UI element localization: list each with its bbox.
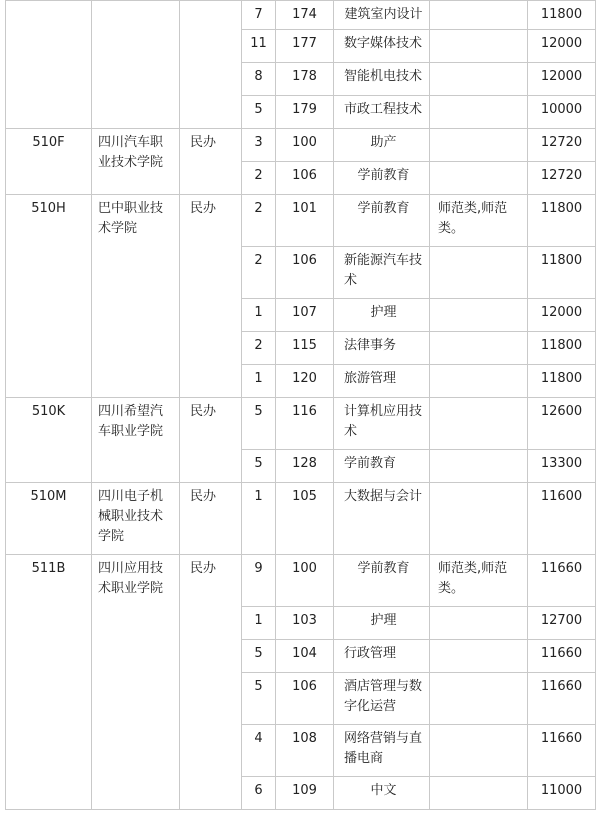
school-type-cell: 民办 xyxy=(180,483,242,555)
note-cell xyxy=(430,332,528,365)
major-name-cell: 助产 xyxy=(334,129,430,162)
major-name-cell: 护理 xyxy=(334,299,430,332)
major-name-cell: 计算机应用技术 xyxy=(334,398,430,450)
note-cell xyxy=(430,299,528,332)
major-code-cell: 104 xyxy=(276,640,334,673)
major-code-cell: 106 xyxy=(276,247,334,299)
plan-count-cell: 7 xyxy=(242,1,276,30)
table-body xyxy=(6,1,596,810)
major-name-cell: 学前教育 xyxy=(334,450,430,483)
table-row xyxy=(6,1,596,30)
note-cell xyxy=(430,63,528,96)
major-name-cell: 行政管理 xyxy=(334,640,430,673)
enrollment-table xyxy=(5,0,596,810)
school-name-cell: 四川汽车职业技术学院 xyxy=(92,129,180,195)
plan-count-cell: 2 xyxy=(242,162,276,195)
major-code-cell: 106 xyxy=(276,673,334,725)
note-cell xyxy=(430,365,528,398)
plan-count-cell: 8 xyxy=(242,63,276,96)
tuition-cell: 11660 xyxy=(528,555,596,607)
plan-count-cell: 9 xyxy=(242,555,276,607)
note-cell xyxy=(430,129,528,162)
school-name-cell: 四川希望汽车职业学院 xyxy=(92,398,180,483)
major-code-cell: 179 xyxy=(276,96,334,129)
tuition-cell: 12000 xyxy=(528,63,596,96)
major-code-cell: 178 xyxy=(276,63,334,96)
table-row xyxy=(6,398,596,450)
tuition-cell: 11800 xyxy=(528,365,596,398)
school-type-cell: 民办 xyxy=(180,555,242,810)
tuition-cell: 12000 xyxy=(528,299,596,332)
tuition-cell: 11800 xyxy=(528,1,596,30)
school-type-cell: 民办 xyxy=(180,398,242,483)
tuition-cell: 12600 xyxy=(528,398,596,450)
tuition-cell: 10000 xyxy=(528,96,596,129)
note-cell xyxy=(430,607,528,640)
note-cell xyxy=(430,725,528,777)
tuition-cell: 11660 xyxy=(528,725,596,777)
plan-count-cell: 1 xyxy=(242,299,276,332)
tuition-cell: 11660 xyxy=(528,673,596,725)
plan-count-cell: 2 xyxy=(242,247,276,299)
note-cell: 师范类,师范类。 xyxy=(430,195,528,247)
note-cell xyxy=(430,162,528,195)
plan-count-cell: 1 xyxy=(242,607,276,640)
major-code-cell: 120 xyxy=(276,365,334,398)
note-cell xyxy=(430,777,528,810)
plan-count-cell: 5 xyxy=(242,96,276,129)
major-name-cell: 酒店管理与数字化运营 xyxy=(334,673,430,725)
school-code-cell: 511B xyxy=(6,555,92,810)
note-cell xyxy=(430,30,528,63)
plan-count-cell: 2 xyxy=(242,332,276,365)
major-name-cell: 学前教育 xyxy=(334,555,430,607)
major-code-cell: 106 xyxy=(276,162,334,195)
school-code-cell: 510M xyxy=(6,483,92,555)
major-name-cell: 旅游管理 xyxy=(334,365,430,398)
school-code-cell: 510K xyxy=(6,398,92,483)
major-name-cell: 数字媒体技术 xyxy=(334,30,430,63)
note-cell xyxy=(430,247,528,299)
major-code-cell: 101 xyxy=(276,195,334,247)
tuition-cell: 11000 xyxy=(528,777,596,810)
major-name-cell: 网络营销与直播电商 xyxy=(334,725,430,777)
major-code-cell: 108 xyxy=(276,725,334,777)
major-name-cell: 学前教育 xyxy=(334,195,430,247)
table-row xyxy=(6,555,596,607)
major-name-cell: 大数据与会计 xyxy=(334,483,430,555)
table-row xyxy=(6,195,596,247)
school-code-cell xyxy=(6,1,92,129)
major-code-cell: 100 xyxy=(276,555,334,607)
note-cell xyxy=(430,483,528,555)
school-type-cell: 民办 xyxy=(180,129,242,195)
tuition-cell: 11800 xyxy=(528,247,596,299)
major-name-cell: 新能源汽车技术 xyxy=(334,247,430,299)
major-code-cell: 128 xyxy=(276,450,334,483)
note-cell xyxy=(430,398,528,450)
tuition-cell: 11660 xyxy=(528,640,596,673)
note-cell xyxy=(430,1,528,30)
major-name-cell: 中文 xyxy=(334,777,430,810)
plan-count-cell: 6 xyxy=(242,777,276,810)
plan-count-cell: 5 xyxy=(242,640,276,673)
plan-count-cell: 4 xyxy=(242,725,276,777)
school-name-cell: 巴中职业技术学院 xyxy=(92,195,180,398)
major-name-cell: 护理 xyxy=(334,607,430,640)
plan-count-cell: 5 xyxy=(242,398,276,450)
major-code-cell: 107 xyxy=(276,299,334,332)
plan-count-cell: 5 xyxy=(242,450,276,483)
tuition-cell: 12720 xyxy=(528,162,596,195)
note-cell xyxy=(430,673,528,725)
tuition-cell: 11800 xyxy=(528,195,596,247)
table-row xyxy=(6,483,596,555)
plan-count-cell: 3 xyxy=(242,129,276,162)
major-name-cell: 建筑室内设计 xyxy=(334,1,430,30)
major-code-cell: 177 xyxy=(276,30,334,63)
major-code-cell: 174 xyxy=(276,1,334,30)
tuition-cell: 11600 xyxy=(528,483,596,555)
plan-count-cell: 2 xyxy=(242,195,276,247)
plan-count-cell: 11 xyxy=(242,30,276,63)
tuition-cell: 12720 xyxy=(528,129,596,162)
major-name-cell: 法律事务 xyxy=(334,332,430,365)
plan-count-cell: 1 xyxy=(242,365,276,398)
table-row xyxy=(6,129,596,162)
major-name-cell: 学前教育 xyxy=(334,162,430,195)
major-code-cell: 100 xyxy=(276,129,334,162)
school-code-cell: 510F xyxy=(6,129,92,195)
tuition-cell: 12700 xyxy=(528,607,596,640)
major-name-cell: 智能机电技术 xyxy=(334,63,430,96)
major-code-cell: 105 xyxy=(276,483,334,555)
major-code-cell: 116 xyxy=(276,398,334,450)
tuition-cell: 13300 xyxy=(528,450,596,483)
note-cell: 师范类,师范类。 xyxy=(430,555,528,607)
major-code-cell: 115 xyxy=(276,332,334,365)
note-cell xyxy=(430,96,528,129)
school-name-cell: 四川应用技术职业学院 xyxy=(92,555,180,810)
tuition-cell: 12000 xyxy=(528,30,596,63)
plan-count-cell: 1 xyxy=(242,483,276,555)
school-type-cell xyxy=(180,1,242,129)
note-cell xyxy=(430,450,528,483)
major-code-cell: 109 xyxy=(276,777,334,810)
tuition-cell: 11800 xyxy=(528,332,596,365)
major-code-cell: 103 xyxy=(276,607,334,640)
major-name-cell: 市政工程技术 xyxy=(334,96,430,129)
school-name-cell: 四川电子机械职业技术学院 xyxy=(92,483,180,555)
school-type-cell: 民办 xyxy=(180,195,242,398)
plan-count-cell: 5 xyxy=(242,673,276,725)
note-cell xyxy=(430,640,528,673)
school-code-cell: 510H xyxy=(6,195,92,398)
school-name-cell xyxy=(92,1,180,129)
